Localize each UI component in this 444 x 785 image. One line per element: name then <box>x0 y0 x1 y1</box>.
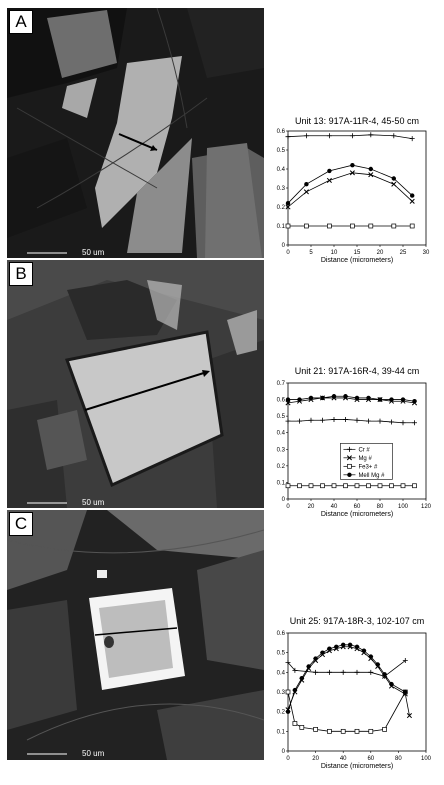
micrograph-a-image <box>7 8 264 258</box>
series-dot-point-6 <box>410 193 414 197</box>
y-tick-label: 0 <box>281 243 285 249</box>
y-tick-label: 0.4 <box>276 670 285 677</box>
y-tick-label: 0.2 <box>276 709 285 716</box>
y-tick-label: 0.2 <box>276 463 285 470</box>
series-dot-point-5 <box>343 394 347 398</box>
x-tick-label: 80 <box>395 756 402 762</box>
series-square-point-5 <box>392 224 396 228</box>
y-tick-label: 0.1 <box>276 480 285 487</box>
series-dot-point-2 <box>300 676 304 680</box>
series-legend-point-3 <box>347 473 351 477</box>
series-dot-point-5 <box>392 176 396 180</box>
series-dot-point-3 <box>307 664 311 668</box>
series-square-point-2 <box>309 484 313 488</box>
series-dot-point-2 <box>309 396 313 400</box>
y-tick-label: 0 <box>281 749 285 755</box>
y-tick-label: 0.6 <box>276 129 285 135</box>
chart-unit-25-svg <box>268 615 444 775</box>
y-tick-label: 0.6 <box>276 397 285 404</box>
x-tick-label: 100 <box>397 504 409 510</box>
chart-legend <box>340 443 392 479</box>
series-square-point-2 <box>327 224 331 228</box>
series-square-point-1 <box>293 721 297 725</box>
series-square-point-1 <box>304 224 308 228</box>
series-dot-point-6 <box>327 647 331 651</box>
micrograph-panel-b <box>7 260 264 508</box>
x-tick-label: 15 <box>353 250 361 256</box>
series-square-point-3 <box>321 484 325 488</box>
legend-entry-label: Fe3+ # <box>358 464 378 471</box>
series-dot-point-10 <box>401 397 405 401</box>
panel-letter-c: C <box>9 512 33 536</box>
series-dot-point-0 <box>286 709 290 713</box>
series-square-point-8 <box>383 727 387 731</box>
series-dot-point-4 <box>332 394 336 398</box>
series-square-point-6 <box>355 729 359 733</box>
x-axis-label: Distance (micrometers) <box>320 257 394 264</box>
series-square-point-5 <box>344 484 348 488</box>
chart-unit-13 <box>268 115 444 265</box>
series-dot-point-1 <box>293 688 297 692</box>
series-dot-point-3 <box>320 396 324 400</box>
chart-title: Unit 25: 917A-18R-3, 102-107 cm <box>289 616 425 626</box>
series-dot-point-3 <box>350 163 354 167</box>
series-square-point-1 <box>298 484 302 488</box>
series-dot-point-0 <box>286 201 290 205</box>
series-dot-point-7 <box>334 645 338 649</box>
x-tick-label: 60 <box>353 504 361 510</box>
y-tick-label: 0.3 <box>276 186 285 192</box>
x-tick-label: 25 <box>399 250 407 256</box>
legend-entry-label: Cr # <box>358 447 370 454</box>
chart-title: Unit 21: 917A-16R-4, 39-44 cm <box>294 366 420 376</box>
y-tick-label: 0.5 <box>276 650 285 657</box>
series-square-point-9 <box>390 484 394 488</box>
series-dot-point-1 <box>304 182 308 186</box>
scale-label-c: 50 um <box>82 749 105 758</box>
x-tick-label: 100 <box>420 756 432 762</box>
series-dot-point-9 <box>348 643 352 647</box>
chart-title: Unit 13: 917A-11R-4, 45-50 cm <box>295 116 419 126</box>
series-dot-point-1 <box>297 397 301 401</box>
series-square-point-4 <box>327 729 331 733</box>
y-tick-label: 0.7 <box>276 381 285 387</box>
micrograph-panel-a <box>7 8 264 258</box>
panel-letter-b: B <box>9 262 33 286</box>
series-square-point-4 <box>332 484 336 488</box>
series-square-point-0 <box>286 690 290 694</box>
series-square-point-3 <box>314 727 318 731</box>
chart-unit-25 <box>268 615 444 775</box>
x-tick-label: 20 <box>312 756 319 762</box>
series-dot-point-15 <box>389 682 393 686</box>
series-square-point-3 <box>350 224 354 228</box>
series-dot-point-11 <box>412 399 416 403</box>
x-tick-label: 5 <box>309 250 313 256</box>
x-tick-label: 20 <box>307 504 315 510</box>
y-tick-label: 0.5 <box>276 148 285 154</box>
chart-unit-21 <box>268 365 444 520</box>
series-dot-point-10 <box>355 645 359 649</box>
legend-entry-label: Mg # <box>358 455 372 462</box>
series-square-point-10 <box>401 484 405 488</box>
series-dot-point-0 <box>286 397 290 401</box>
x-tick-label: 80 <box>376 504 384 510</box>
scale-label-a: 50 um <box>82 248 105 257</box>
x-tick-label: 0 <box>286 756 290 762</box>
series-dot-point-11 <box>362 649 366 653</box>
chart-unit-21-svg <box>268 365 444 520</box>
x-axis-label: Distance (micrometers) <box>320 763 394 770</box>
y-tick-label: 0.3 <box>276 447 285 454</box>
series-dot-point-16 <box>403 690 407 694</box>
series-legend-point-2 <box>347 464 351 468</box>
series-dot-point-13 <box>376 662 380 666</box>
series-dot-point-4 <box>313 656 317 660</box>
series-dot-point-6 <box>355 396 359 400</box>
series-square-point-7 <box>367 484 371 488</box>
panel-letter-a: A <box>9 10 33 34</box>
series-dot-point-9 <box>389 397 393 401</box>
y-tick-label: 0.5 <box>276 414 285 421</box>
series-square-point-4 <box>369 224 373 228</box>
y-tick-label: 0.4 <box>276 167 285 173</box>
micrograph-b-image <box>7 260 264 508</box>
micrograph-c-image <box>7 510 264 760</box>
series-dot-point-8 <box>378 397 382 401</box>
y-tick-label: 0.3 <box>276 690 285 696</box>
x-axis-label: Distance (micrometers) <box>320 511 394 518</box>
micrograph-panel-c <box>7 510 264 760</box>
x-tick-label: 20 <box>376 250 384 256</box>
series-square-point-5 <box>341 729 345 733</box>
series-square-point-6 <box>410 224 414 228</box>
x-tick-label: 40 <box>330 504 338 510</box>
series-square-point-6 <box>355 484 359 488</box>
series-dot-point-12 <box>369 654 373 658</box>
y-tick-label: 0.1 <box>276 729 285 736</box>
series-square-point-11 <box>413 484 417 488</box>
series-dot-point-4 <box>369 167 373 171</box>
y-tick-label: 0.1 <box>276 224 285 230</box>
chart-unit-13-svg <box>268 115 444 265</box>
series-square-point-0 <box>286 224 290 228</box>
y-tick-label: 0.6 <box>276 631 285 637</box>
series-square-point-7 <box>369 729 373 733</box>
y-tick-label: 0.4 <box>276 430 285 437</box>
series-square-point-0 <box>286 484 290 488</box>
scale-label-b: 50 um <box>82 498 105 507</box>
x-tick-label: 0 <box>286 504 290 510</box>
x-tick-label: 40 <box>339 756 347 762</box>
x-tick-label: 30 <box>422 250 430 256</box>
legend-entry-label: Mell Mg # <box>358 472 385 479</box>
x-tick-label: 120 <box>420 504 432 510</box>
x-tick-label: 0 <box>286 250 290 256</box>
series-dot-point-7 <box>366 396 370 400</box>
series-dot-point-14 <box>382 672 386 676</box>
series-dot-point-8 <box>341 643 345 647</box>
series-square-point-8 <box>378 484 382 488</box>
series-dot-point-5 <box>320 650 324 654</box>
y-tick-label: 0 <box>281 497 285 503</box>
x-tick-label: 10 <box>330 250 338 256</box>
y-tick-label: 0.2 <box>276 205 285 211</box>
series-square <box>286 224 414 228</box>
series-dot-point-2 <box>327 169 331 173</box>
plot-frame <box>288 383 426 499</box>
series-square-point-2 <box>300 725 304 729</box>
x-tick-label: 60 <box>367 756 375 762</box>
